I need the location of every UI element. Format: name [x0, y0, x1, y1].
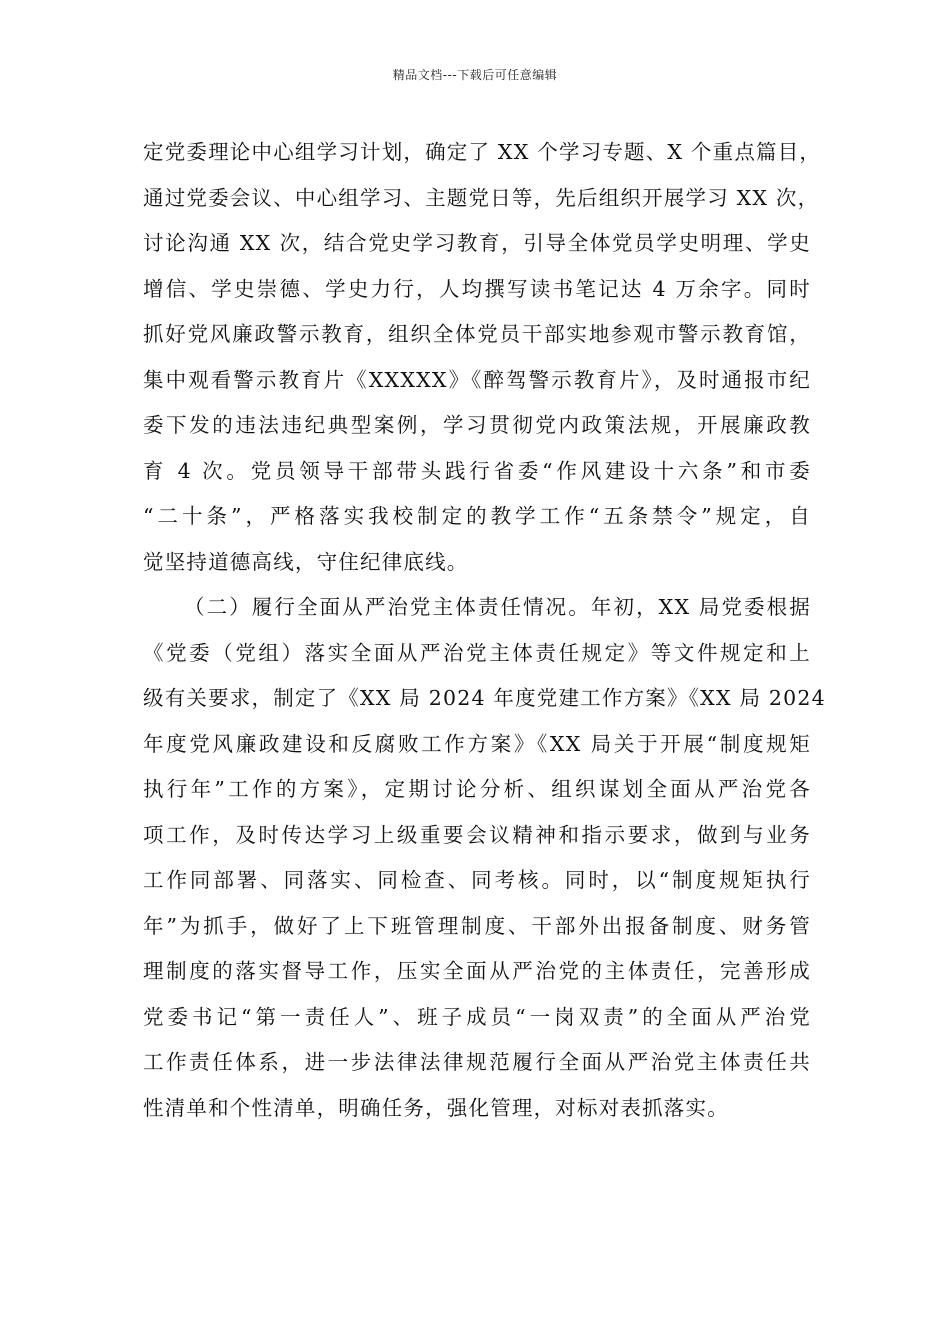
text-line: 《党委（党组）落实全面从严治党主体责任规定》等文件规定和上: [143, 640, 811, 665]
text-line: “二十条”，严格落实我校制定的教学工作“五条禁令”规定，自: [143, 504, 811, 528]
text-line: 育 4 次。党员领导干部带头践行省委“作风建设十六条”和市委: [143, 458, 811, 483]
text-line: 理制度的落实督导工作，压实全面从严治党的主体责任，完善形成: [143, 959, 811, 983]
text-line: 项工作，及时传达学习上级重要会议精神和指示要求，做到与业务: [143, 822, 811, 847]
paragraph-heading-line: （二）履行全面从严治党主体责任情况。年初，XX 局党委根据: [184, 595, 811, 619]
text-line: 工作同部署、同落实、同检查、同考核。同时，以“制度规矩执行: [143, 868, 811, 892]
text-line: 执行年”工作的方案》，定期讨论分析、组织谋划全面从严治党各: [143, 777, 811, 801]
text-line: 增信、学史崇德、学史力行，人均撰写读书笔记达 4 万余字。同时: [143, 276, 811, 301]
text-line: 级有关要求，制定了《XX 局 2024 年度党建工作方案》《XX 局 2024: [143, 686, 826, 710]
text-line: 定党委理论中心组学习计划，确定了 XX 个学习专题、X 个重点篇目，: [143, 140, 822, 164]
text-line: 通过党委会议、中心组学习、主题党日等，先后组织开展学习 XX 次，: [143, 185, 820, 210]
text-line: 工作责任体系，进一步法律法律规范履行全面从严治党主体责任共: [143, 1050, 811, 1074]
document-body: [143, 130, 826, 1131]
text-line: 集中观看警示教育片《XXXXX》《醉驾警示教育片》，及时通报市纪: [143, 367, 811, 392]
text-line: 年”为抓手，做好了上下班管理制度、干部外出报备制度、财务管: [143, 913, 811, 938]
text-line: 讨论沟通 XX 次，结合党史学习教育，引导全体党员学史明理、学史: [143, 231, 811, 255]
text-line: 党委书记“第一责任人”、班子成员“一岗双责”的全面从严治党: [143, 1004, 811, 1029]
text-line: 委下发的违法违纪典型案例，学习贯彻党内政策法规，开展廉政教: [143, 413, 811, 437]
page-header: 精品文档---下载后可任意编辑: [392, 68, 558, 82]
text-line: 抓好党风廉政警示教育，组织全体党员干部实地参观市警示教育馆，: [143, 322, 811, 346]
text-line: 性清单和个性清单，明确任务，强化管理，对标对表抓落实。: [143, 1095, 729, 1120]
text-line: 年度党风廉政建设和反腐败工作方案》《XX 局关于开展“制度规矩: [143, 731, 811, 756]
text-line: 觉坚持道德高线，守住纪律底线。: [143, 549, 469, 574]
